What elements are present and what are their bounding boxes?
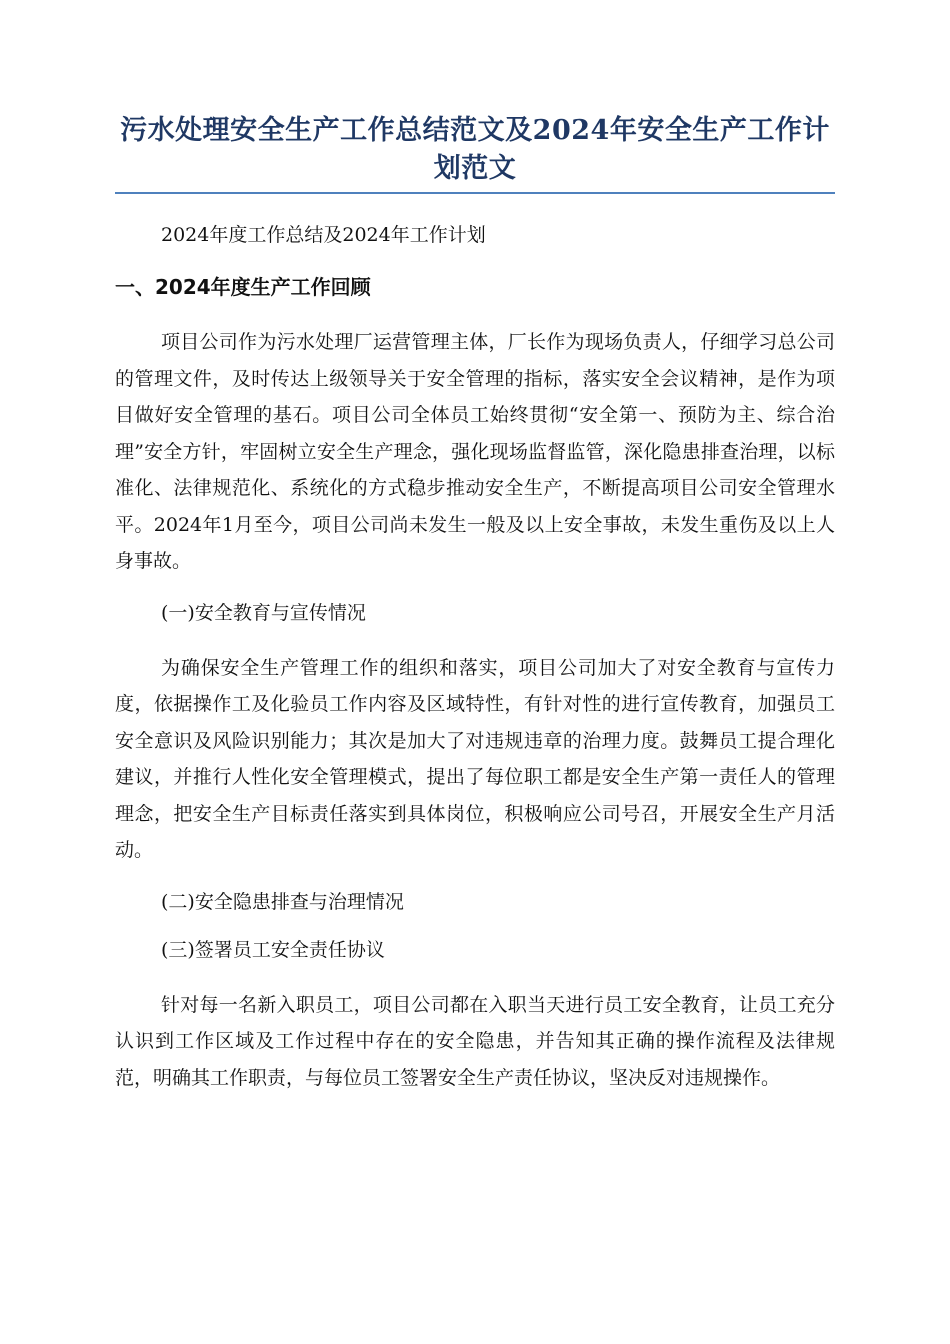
document-subtitle: 2024年度工作总结及2024年工作计划 [161,224,486,246]
paragraph-education: 为确保安全生产管理工作的组织和落实，项目公司加大了对安全教育与宣传力度，依据操作工及化验员工作内容及区域特性，有针对性的进行宣传教育，加强员工安全意识及风险识别能力；其次是加大了对违规违章的治理力度。鼓舞员工提合理化建议，并推行人性化安全管理模式，提出了每位职工都是安全生产第一责任人的管理理念，把安全生产目标责任落实到具体岗位，积极响应公司号召，开展安全生产月活动。 [115,656,835,861]
paragraph-agreement: 针对每一名新入职员工，项目公司都在入职当天进行员工安全教育，让员工充分认识到工作区域及工作过程中存在的安全隐患，并告知其正确的操作流程及法律规范，明确其工作职责，与每位员工签署安全生产责任协议，坚决反对违规操作。 [115,993,835,1089]
subheading-hazard-check: (二)安全隐患排查与治理情况 [161,890,404,913]
document-page [115,0,835,1096]
subheading-education: (一)安全教育与宣传情况 [161,601,366,624]
paragraph-overview: 项目公司作为污水处理厂运营管理主体，厂长作为现场负责人，仔细学习总公司的管理文件，及时传达上级领导关于安全管理的指标，落实安全会议精神，是作为项目做好安全管理的基石。项目公司全体员工始终贯彻“安全第一、预防为主、综合治理”安全方针，牢固树立安全生产理念，强化现场监督监管，深化隐患排查治理，以标准化、法律规范化、系统化的方式稳步推动安全生产，不断提高项目公司安全管理水平。2024年1月至今，项目公司尚未发生一般及以上安全事故，未发生重伤及以上人身事故。 [115,331,835,572]
document-title: 污水处理安全生产工作总结范文及2024年安全生产工作计划范文 [115,112,835,194]
section-heading-review: 一、2024年度生产工作回顾 [115,275,371,299]
subheading-agreement: (三)签署员工安全责任协议 [161,938,385,961]
